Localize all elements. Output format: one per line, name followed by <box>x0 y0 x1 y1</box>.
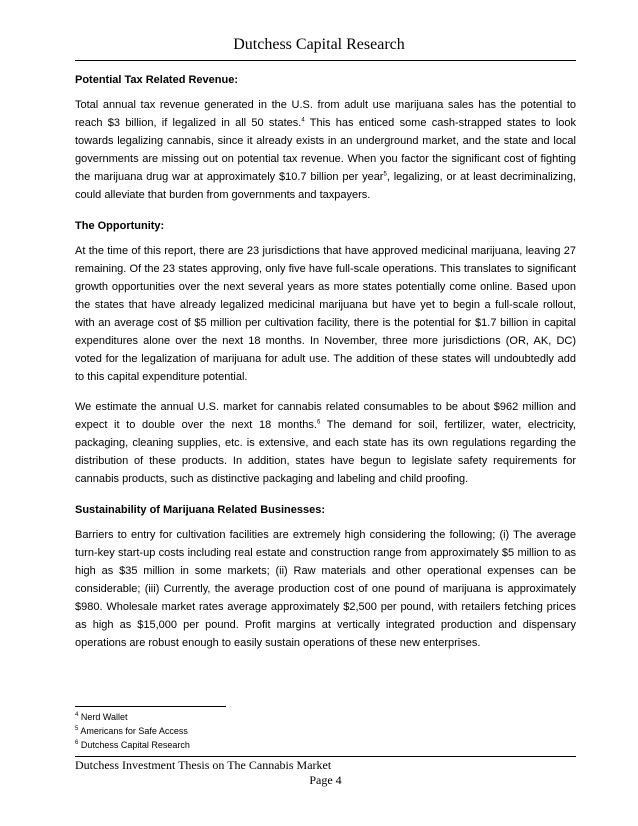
footnote-ref-4: 4 <box>301 117 305 124</box>
section-heading-opportunity: The Opportunity: <box>75 220 165 232</box>
footer-title: Dutchess Investment Thesis on The Cannabis Market <box>75 758 332 772</box>
footnote-ref-5: 5 <box>383 171 387 178</box>
footnotes <box>75 710 375 752</box>
section-heading-sustainability: Sustainability of Marijuana Related Businesses: <box>75 504 326 516</box>
main-content <box>75 70 576 664</box>
footnote-ref-6: 6 <box>316 419 321 426</box>
footnote-divider <box>75 706 226 707</box>
footnote-item: $^5$ Americans for Safe Access <box>75 726 188 736</box>
header-divider <box>75 60 576 61</box>
paragraph-opportunity-1: At the time of this report, there are 23 jurisdictions that have approved medicinal marijuana, leaving 27 remaining. Of the 23 states approving, only five have full-scale operations. This translates to significant growth opportunities over the next several years as more states potentially come online. Based upon the states that have already legalized medicinal marijuana but have yet to begin a full-scale rollout, with an average cost of $5 million per cultivation facility, there is the potential for $1.7 billion in capital expenditures alone over the next 18 months. In November, three more jurisdictions (OR, AK, DC) voted for the legalization of marijuana for adult use. The addition of these states will undoubtedly add to this capital expenditure potential. <box>75 245 576 383</box>
paragraph-tax-revenue: Total annual tax revenue generated in the U.S. from adult use marijuana sales has the potential to reach $3 billion, if legalized in all 50 states.$^4$ This has enticed some cash-strapped states to look towards legalizing cannabis, since it already exists in an underground market, and the state and local governments are missing out on potential tax revenue. When you factor the significant cost of fighting the marijuana drug war at approximately $10.7 billion per year$^5$, legalizing, or at least decriminalizing, could alleviate that burden from governments and taxpayers. <box>75 99 576 201</box>
page-number: Page 4 <box>309 773 342 787</box>
footnote-item: $^6$ Dutchess Capital Research <box>75 740 190 750</box>
section-heading-tax-revenue: Potential Tax Related Revenue: <box>75 74 239 86</box>
page-footer <box>75 758 576 788</box>
footnote-item: $^4$ Nerd Wallet <box>75 712 128 722</box>
paragraph-sustainability: Barriers to entry for cultivation facilities are extremely high considering the following; (i) The average turn-key start-up costs including real estate and construction range from approximately $5 million to as high as $35 million in some markets; (ii) Raw materials and other operational expenses can be considerable; (iii) Currently, the average production cost of one pound of marijuana is approximately $980. Wholesale market rates average approximately $2,500 per pound, with retailers fetching prices as high as $15,000 per pound. Profit margins at vertically integrated production and dispensary operations are robust enough to easily sustain operations of these new enterprises. <box>75 529 576 649</box>
footer-divider <box>75 756 576 757</box>
paragraph-opportunity-2: We estimate the annual U.S. market for cannabis related consumables to be about $962 million and expect it to double over the next 18 months.$^6$ The demand for soil, fertilizer, water, electricity, packaging, cleaning supplies, etc. is extensive, and each state has its own regulations regarding the distribution of these products. In addition, states have begun to legislate safety requirements for cannabis products, such as distinctive packaging and labeling and child proofing. <box>75 401 576 485</box>
page-header: Dutchess Capital Research <box>233 36 405 53</box>
